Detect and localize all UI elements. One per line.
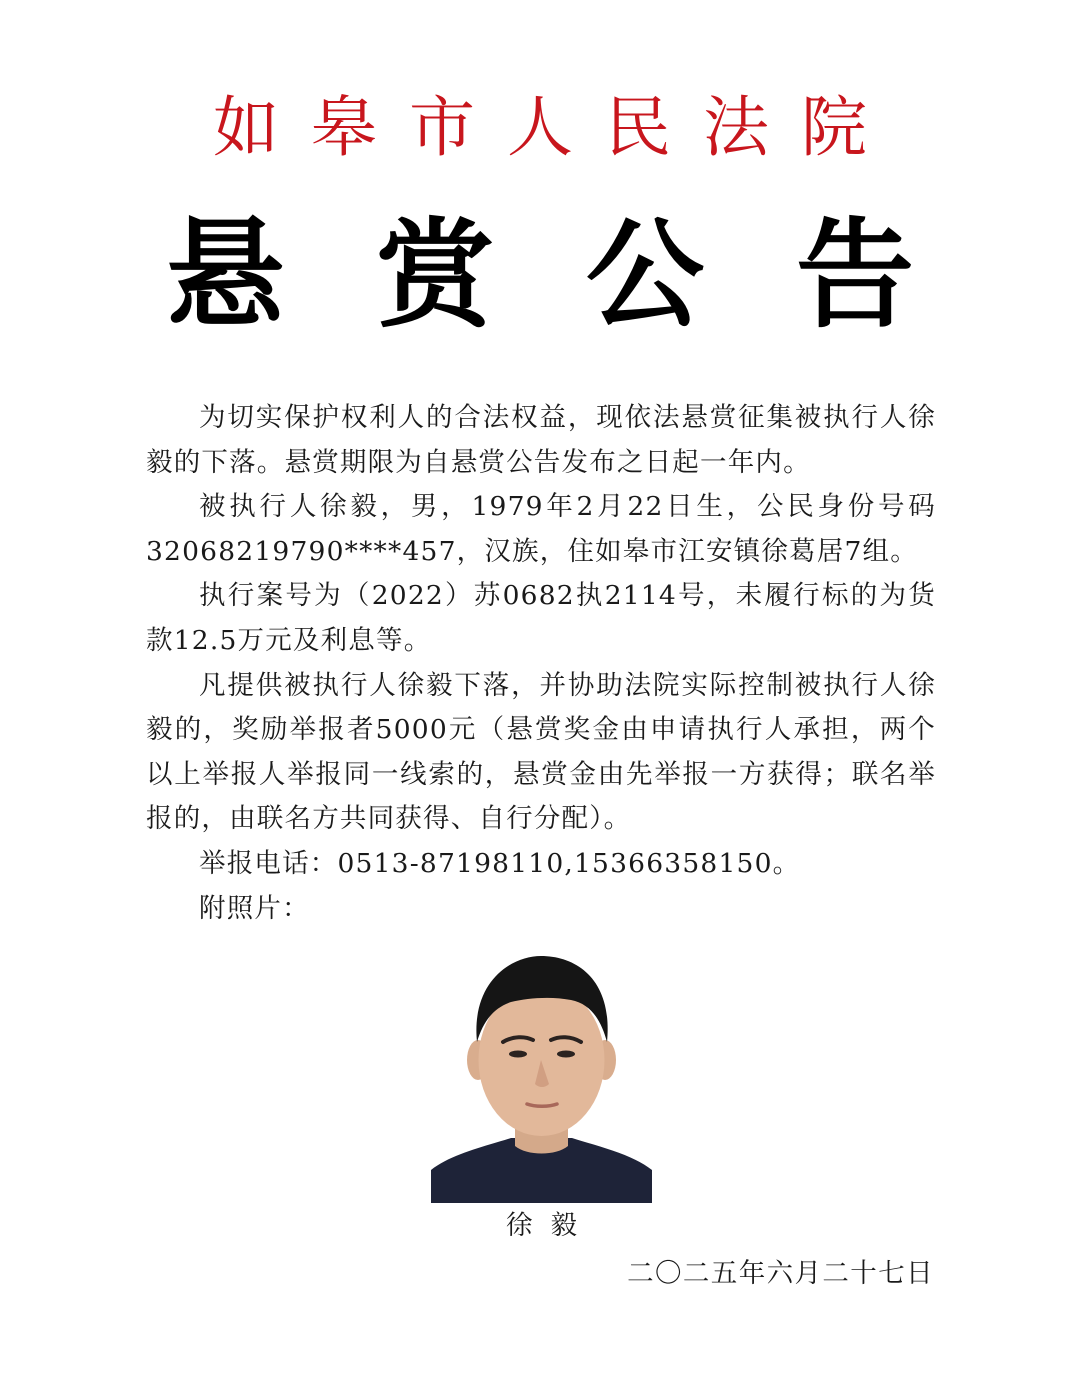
paragraph-case-number: 执行案号为（2022）苏0682执2114号，未履行标的为货款12.5万元及利息等。 (146, 580, 936, 656)
notice-date: 二〇二五年六月二十七日 (627, 1258, 934, 1289)
paragraph-photo-label: 附照片： (199, 892, 310, 924)
photo-caption: 徐毅 (506, 1210, 595, 1241)
paragraph-reward: 凡提供被执行人徐毅下落，并协助法院实际控制被执行人徐毅的，奖励举报者5000元（悬赏奖金由申请执行人承担，两个以上举报人举报同一线索的，悬赏金由先举报一方获得；联名举报的，由联名方共同获得、自行分配）。 (146, 669, 936, 835)
notice-title: 悬赏公告 (165, 206, 1006, 344)
person-photo (431, 942, 652, 1203)
person-portrait-icon (431, 942, 652, 1203)
notice-body (146, 396, 936, 931)
court-name: 如皋市人民法院 (213, 89, 899, 166)
paragraph-purpose: 为切实保护权利人的合法权益，现依法悬赏征集被执行人徐毅的下落。悬赏期限为自悬赏公告发布之日起一年内。 (146, 402, 936, 478)
paragraph-person-info: 被执行人徐毅，男，1979年2月22日生，公民身份号码32068219790****457，汉族，住如皋市江安镇徐葛居7组。 (146, 491, 936, 567)
paragraph-phone: 举报电话：0513-87198110,15366358150。 (199, 847, 801, 879)
